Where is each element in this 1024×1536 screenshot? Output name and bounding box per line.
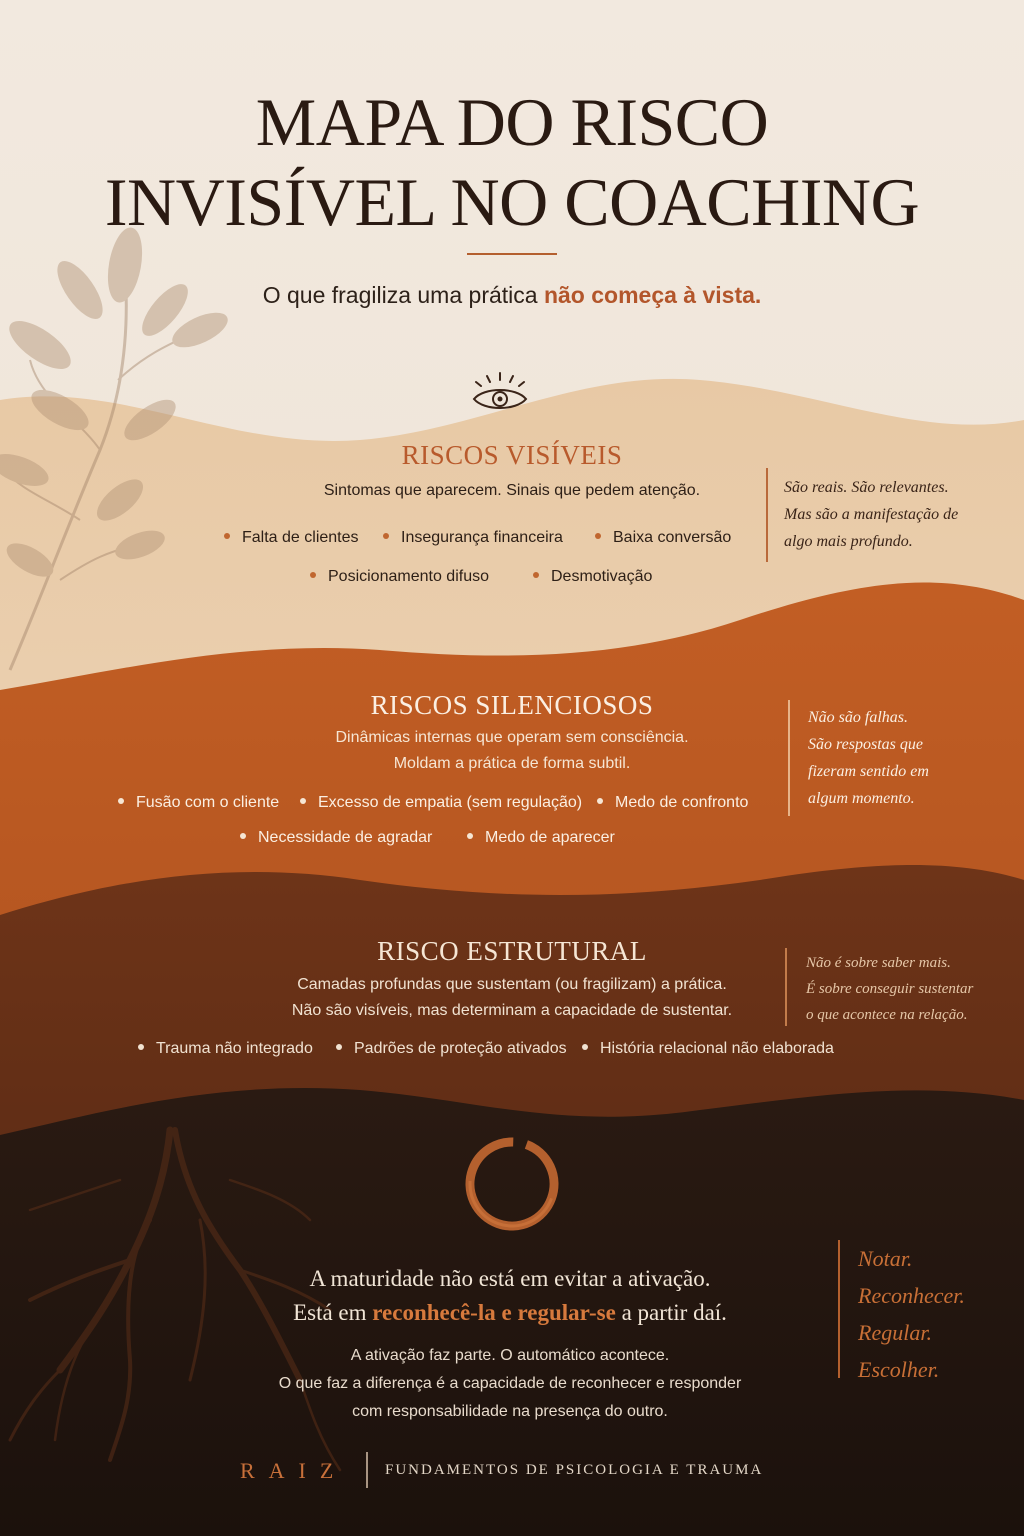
enso-circle-icon [456,1128,568,1240]
step-item: Reconhecer. [858,1283,965,1308]
aside-note-visible: São reais. São relevantes. Mas são a manifestação de algo mais profundo. [784,479,959,550]
closing-subtext: A ativação faz parte. O automático acontece. O que faz a diferença é a capacidade de reconhecer e responder com responsabilidade na presença do outro. [278,1347,742,1420]
subtitle [0,282,1024,309]
step-item: Regular. [858,1320,932,1345]
bullet-item: Medo de confronto [597,794,748,812]
aside-note-silent: Não são falhas. São respostas que fizeram sentido em algum momento. [808,709,929,807]
bullet-item: Excesso de empatia (sem regulação) [300,794,582,812]
section-desc-visible: Sintomas que aparecem. Sinais que pedem atenção. [323,482,701,499]
bullet-item: Fusão com o cliente [118,794,279,812]
bullet-item: Trauma não integrado [138,1040,313,1058]
footer-tagline: FUNDAMENTOS DE PSICOLOGIA E TRAUMA [385,1462,764,1478]
bullet-item: Desmotivação [533,568,652,586]
footer-brand: RAIZ [240,1458,348,1483]
bullet-item: Medo de aparecer [467,829,615,847]
bullet-item: Padrões de proteção ativados [336,1040,567,1058]
bullet-item: Posicionamento difuso [310,568,489,586]
section-title-structural: RISCO ESTRUTURAL [377,936,647,966]
bullet-item: História relacional não elaborada [582,1040,834,1058]
step-item: Notar. [858,1246,913,1271]
closing-line-1: A maturidade não está em evitar a ativação. [309,1266,711,1291]
bullet-item: Falta de clientes [224,529,359,547]
aside-divider [788,700,790,816]
closing-line-2: Está em reconhecê-la e regular-se a partir daí. [293,1300,727,1325]
section-title-visible: RISCOS VISÍVEIS [401,440,623,470]
title-line-1: MAPA DO RISCO [255,84,769,160]
aside-note-structural: Não é sobre saber mais. É sobre conseguir sustentar o que acontece na relação. [806,955,974,1023]
bullet-item: Insegurança financeira [383,529,563,547]
aside-divider [785,948,787,1026]
bullet-item: Necessidade de agradar [240,829,432,847]
bullet-item: Baixa conversão [595,529,731,547]
subtitle-plain: O que fragiliza uma prática [262,282,544,308]
closing-statement [200,1262,820,1330]
title-divider [467,253,557,255]
steps-divider [838,1240,840,1378]
title-line-2: INVISÍVEL NO COACHING [104,164,920,240]
page-title [0,82,1024,242]
section-desc-silent: Dinâmicas internas que operam sem consciência. Moldam a prática de forma subtil. [335,729,689,772]
eye-icon [470,370,530,420]
section-desc-structural: Camadas profundas que sustentam (ou fragilizam) a prática. Não são visíveis, mas determinam a capacidade de sustentar. [291,976,733,1019]
subtitle-accent: não começa à vista. [543,282,762,308]
footer-divider [366,1452,368,1488]
aside-divider [766,468,768,562]
section-title-silent: RISCOS SILENCIOSOS [370,690,654,720]
steps-list [858,1240,965,1388]
step-item: Escolher. [858,1357,940,1382]
